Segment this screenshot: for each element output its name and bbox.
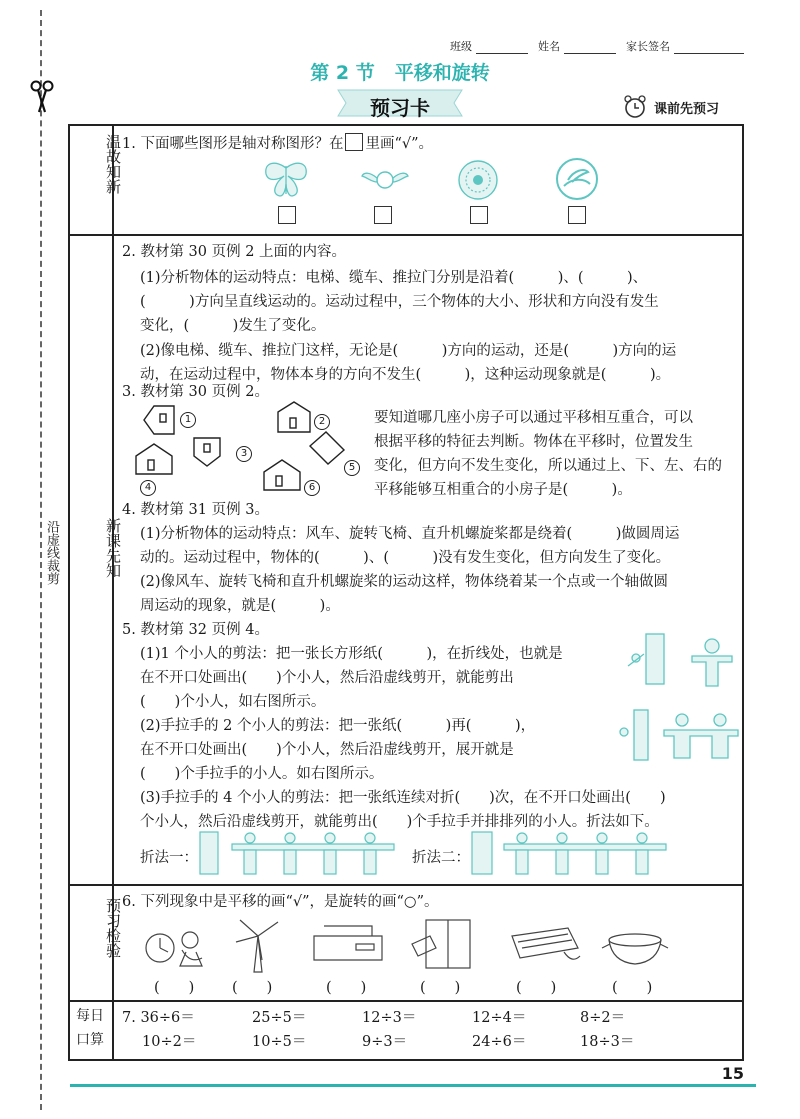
page-title [0,58,800,85]
q6-answer-3[interactable]: ( ) [326,980,367,996]
divider-1 [68,234,742,236]
q2-line-4: (2)像电梯、缆车、推拉门这样，无论是( )方向的运动，还是( )方向的运 [140,343,677,359]
house-label-5: 5 [344,460,360,476]
printer-image [310,920,386,964]
cut-label: 沿虚线裁剪 [44,520,59,585]
section-review: 温故知新 [104,134,122,194]
card-title: 预习卡 [370,96,430,120]
section-new: 新课先知 [104,518,122,578]
q3-line-3: 变化，但方向不发生变化，所以通过上、下、左、右的 [374,458,722,474]
q7-item-2: 25÷5＝ [252,1010,307,1026]
section-number: 第 2 节 [310,62,375,84]
q4-line-1: (1)分析物体的运动特点：风车、旋转飞椅、直升机螺旋桨都是绕着( )做圆周运 [140,526,680,542]
paper-cut-figure-2 [616,706,746,764]
house-label-6: 6 [304,480,320,496]
q1-text [122,132,433,156]
q2-line-5: 动，在运动过程中，物体本身的方向不发生( )，这种运动现象就是( )。 [140,367,671,383]
q7-item-3: 12÷3＝ [362,1010,417,1026]
ornament-figure [456,158,500,202]
preview-label: 课前先预习 [654,101,720,117]
q4-head: 4. 教材第 31 页例 3。 [122,502,269,518]
q6-answer-1[interactable]: ( ) [154,980,195,996]
q2-head: 2. 教材第 30 页例 2 上面的内容。 [122,244,347,260]
q2-line-2: ( )方向呈直线运动的。运动过程中，三个物体的大小、形状和方向没有发生 [140,294,659,310]
fold-method-2-label: 折法二： [412,850,470,866]
section-daily [68,1004,112,1052]
q4-line-3: (2)像风车、旋转飞椅和直升机螺旋桨的运动这样，物体绕着某一个点或一个轴做圆 [140,574,669,590]
q7-item-10: 18÷3＝ [580,1034,635,1050]
q3-line-1: 要知道哪几座小房子可以通过平移相互重合，可以 [374,410,693,426]
name-field[interactable] [564,41,616,54]
divider-3 [68,1000,742,1002]
q6-answer-2[interactable]: ( ) [232,980,273,996]
q6-text: 6. 下列现象中是平移的画“√”，是旋转的画“○”。 [122,894,439,910]
q6-answer-4[interactable]: ( ) [420,980,461,996]
q5-line-7: (3)手拉手的 4 个小人的剪法：把一张纸连续对折( )次，在不开口处画出( ) [140,790,666,806]
q5-line-1: (1)1 个小人的剪法：把一张长方形纸( )，在折线处，也就是 [140,646,563,662]
page-number: 15 [721,1064,744,1083]
q1-prompt: 1. 下面哪些图形是轴对称图形？在 [122,136,344,152]
class-field[interactable] [476,41,528,54]
windmill-image [232,912,284,974]
q7-item-1: 7. 36÷6＝ [122,1010,195,1026]
clock-girl-image [142,918,212,970]
q7-item-8: 9÷3＝ [362,1034,408,1050]
class-label: 班级 [450,40,472,53]
house-label-2: 2 [314,414,330,430]
house-label-1: 1 [180,412,196,428]
q3-head: 3. 教材第 30 页例 2。 [122,384,269,400]
winged-ring-figure [360,162,410,198]
q7-item-6: 10÷2＝ [142,1034,197,1050]
q2-line-3: 变化，( )发生了变化。 [140,318,326,334]
q1-checkbox-1[interactable] [278,206,296,224]
q3-line-4: 平移能够互相重合的小房子是( )。 [374,482,632,498]
daily-label: 每日口算 [76,1008,104,1048]
q5-line-4: (2)手拉手的 2 个小人的剪法：把一张纸( )再( )， [140,718,536,734]
q4-line-2: 动的。运动过程中，物体的( )、( )没有发生变化，但方向发生了变化。 [140,550,671,566]
q6-answer-5[interactable]: ( ) [516,980,557,996]
bowl-image [600,926,670,972]
parent-sign-field[interactable] [674,41,744,54]
q3-line-2: 根据平移的特征去判断。物体在平移时，位置发生 [374,434,693,450]
parent-label: 家长签名 [626,40,670,53]
house-label-3: 3 [236,446,252,462]
fold-method-1-label: 折法一： [140,850,198,866]
q5-line-8: 个小人，然后沿虚线剪开，就能剪出( )个手拉手并排排列的小人。折法如下。 [140,814,659,830]
q1-checkbox-4[interactable] [568,206,586,224]
header-info [450,38,750,54]
q1-checkbox-2[interactable] [374,206,392,224]
fold-method-1-figure [198,828,398,878]
q7-item-9: 24÷6＝ [472,1034,527,1050]
leaf-emblem-figure [554,156,600,202]
q6-answer-6[interactable]: ( ) [612,980,653,996]
q1-prompt-end: 里画“√”。 [365,136,434,152]
q5-line-3: ( )个小人，如右图所示。 [140,694,326,710]
q7-item-7: 10÷5＝ [252,1034,307,1050]
clock-icon [622,94,648,120]
preview-badge [622,94,719,120]
q1-checkbox-3[interactable] [470,206,488,224]
q7-item-4: 12÷4＝ [472,1010,527,1026]
q5-line-5: 在不开口处画出( )个小人，然后沿虚线剪开，展开就是 [140,742,514,758]
footer-bar [70,1084,756,1087]
house-label-4: 4 [140,480,156,496]
q2-line-1: (1)分析物体的运动特点：电梯、缆车、推拉门分别是沿着( )、( )、 [140,270,648,286]
fold-method-2-figure [470,828,670,878]
q7-item-5: 8÷2＝ [580,1010,626,1026]
name-label: 姓名 [538,40,560,53]
section-title: 平移和旋转 [394,62,490,84]
q5-head: 5. 教材第 32 页例 4。 [122,622,269,638]
section-check: 预习检验 [104,898,122,958]
q5-line-2: 在不开口处画出( )个小人，然后沿虚线剪开，就能剪出 [140,670,514,686]
butterfly-figure [262,160,310,200]
q1-sample-box [345,133,363,151]
keyboard-image [506,922,582,968]
sliding-window-image [404,916,474,972]
q4-line-4: 周运动的现象，就是( )。 [140,598,340,614]
q5-line-6: ( )个手拉手的小人。如右图所示。 [140,766,384,782]
scissors-icon [30,80,54,114]
divider-2 [68,884,742,886]
paper-cut-figure-1 [626,630,736,692]
